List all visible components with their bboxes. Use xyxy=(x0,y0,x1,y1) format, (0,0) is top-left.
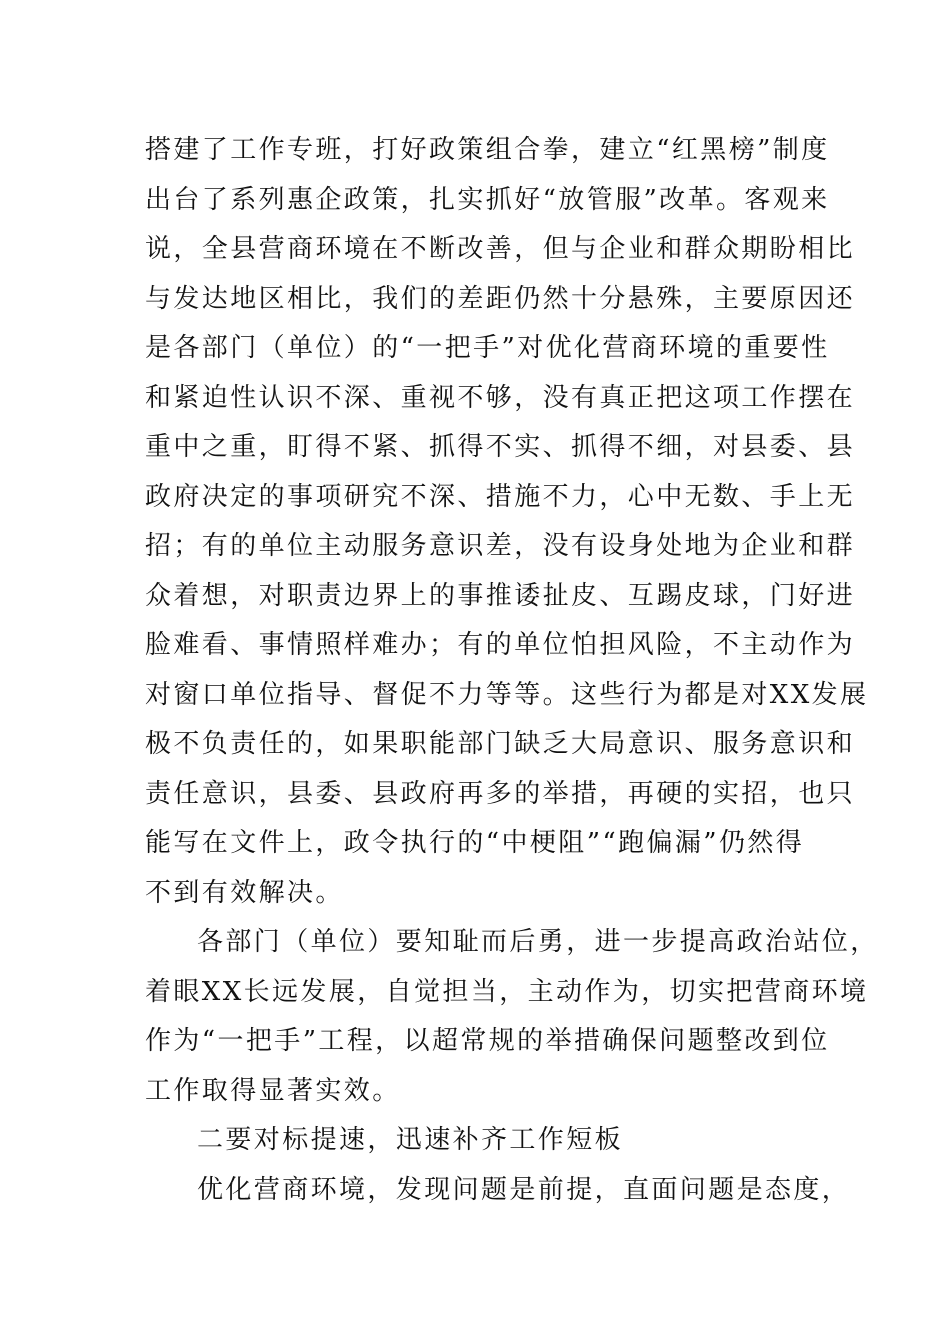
document-body xyxy=(145,126,879,1215)
text-line: 众着想，对职责边界上的事推诿扯皮、互踢皮球，门好进 xyxy=(145,580,856,611)
text-line: 极不负责任的，如果职能部门缺乏大局意识、服务意识和 xyxy=(145,729,856,759)
text-line: 不到有效解决。 xyxy=(145,877,344,908)
text-line: 作为“一把手”工程，以超常规的举措确保问题整改到位 xyxy=(145,1026,830,1056)
text-line: 和紧迫性认识不深、重视不够，没有真正把这项工作摆在 xyxy=(145,382,856,413)
text-line: 搭建了工作专班，打好政策组合拳，建立“红黑榜”制度 xyxy=(145,135,830,165)
text-line: 能写在文件上，政令执行的“中梗阻”“跑偏漏”仍然得 xyxy=(145,828,805,858)
text-line: 脸难看、事情照样难办；有的单位怕担风险，不主动作为 xyxy=(145,630,856,660)
text-line: 工作取得显著实效。 xyxy=(145,1075,401,1106)
text-line: 政府决定的事项研究不深、措施不力，心中无数、手上无 xyxy=(145,481,856,512)
text-line: 责任意识，县委、县政府再多的举措，再硬的实招，也只 xyxy=(145,778,856,809)
text-line: 招；有的单位主动服务意识差，没有设身处地为企业和群 xyxy=(145,531,856,561)
text-line: 着眼XX长远发展，自觉担当，主动作为，切实把营商环境 xyxy=(145,976,869,1007)
text-line: 重中之重，盯得不紧、抓得不实、抓得不细，对县委、县 xyxy=(145,432,856,462)
text-line: 是各部门（单位）的“一把手”对优化营商环境的重要性 xyxy=(145,333,830,363)
text-line: 对窗口单位指导、督促不力等等。这些行为都是对XX发展 xyxy=(145,679,869,710)
text-line: 与发达地区相比，我们的差距仍然十分悬殊，主要原因还 xyxy=(145,283,856,314)
paragraph-first-line: 优化营商环境，发现问题是前提，直面问题是态度， xyxy=(197,1174,851,1205)
paragraph-first-line: 各部门（单位）要知耻而后勇，进一步提高政治站位， xyxy=(197,927,879,957)
text-line: 说，全县营商环境在不断改善，但与企业和群众期盼相比 xyxy=(145,234,856,264)
text-line: 出台了系列惠企政策，扎实抓好“放管服”改革。客观来 xyxy=(145,184,830,215)
section-heading: 二要对标提速，迅速补齐工作短板 xyxy=(197,1125,624,1155)
